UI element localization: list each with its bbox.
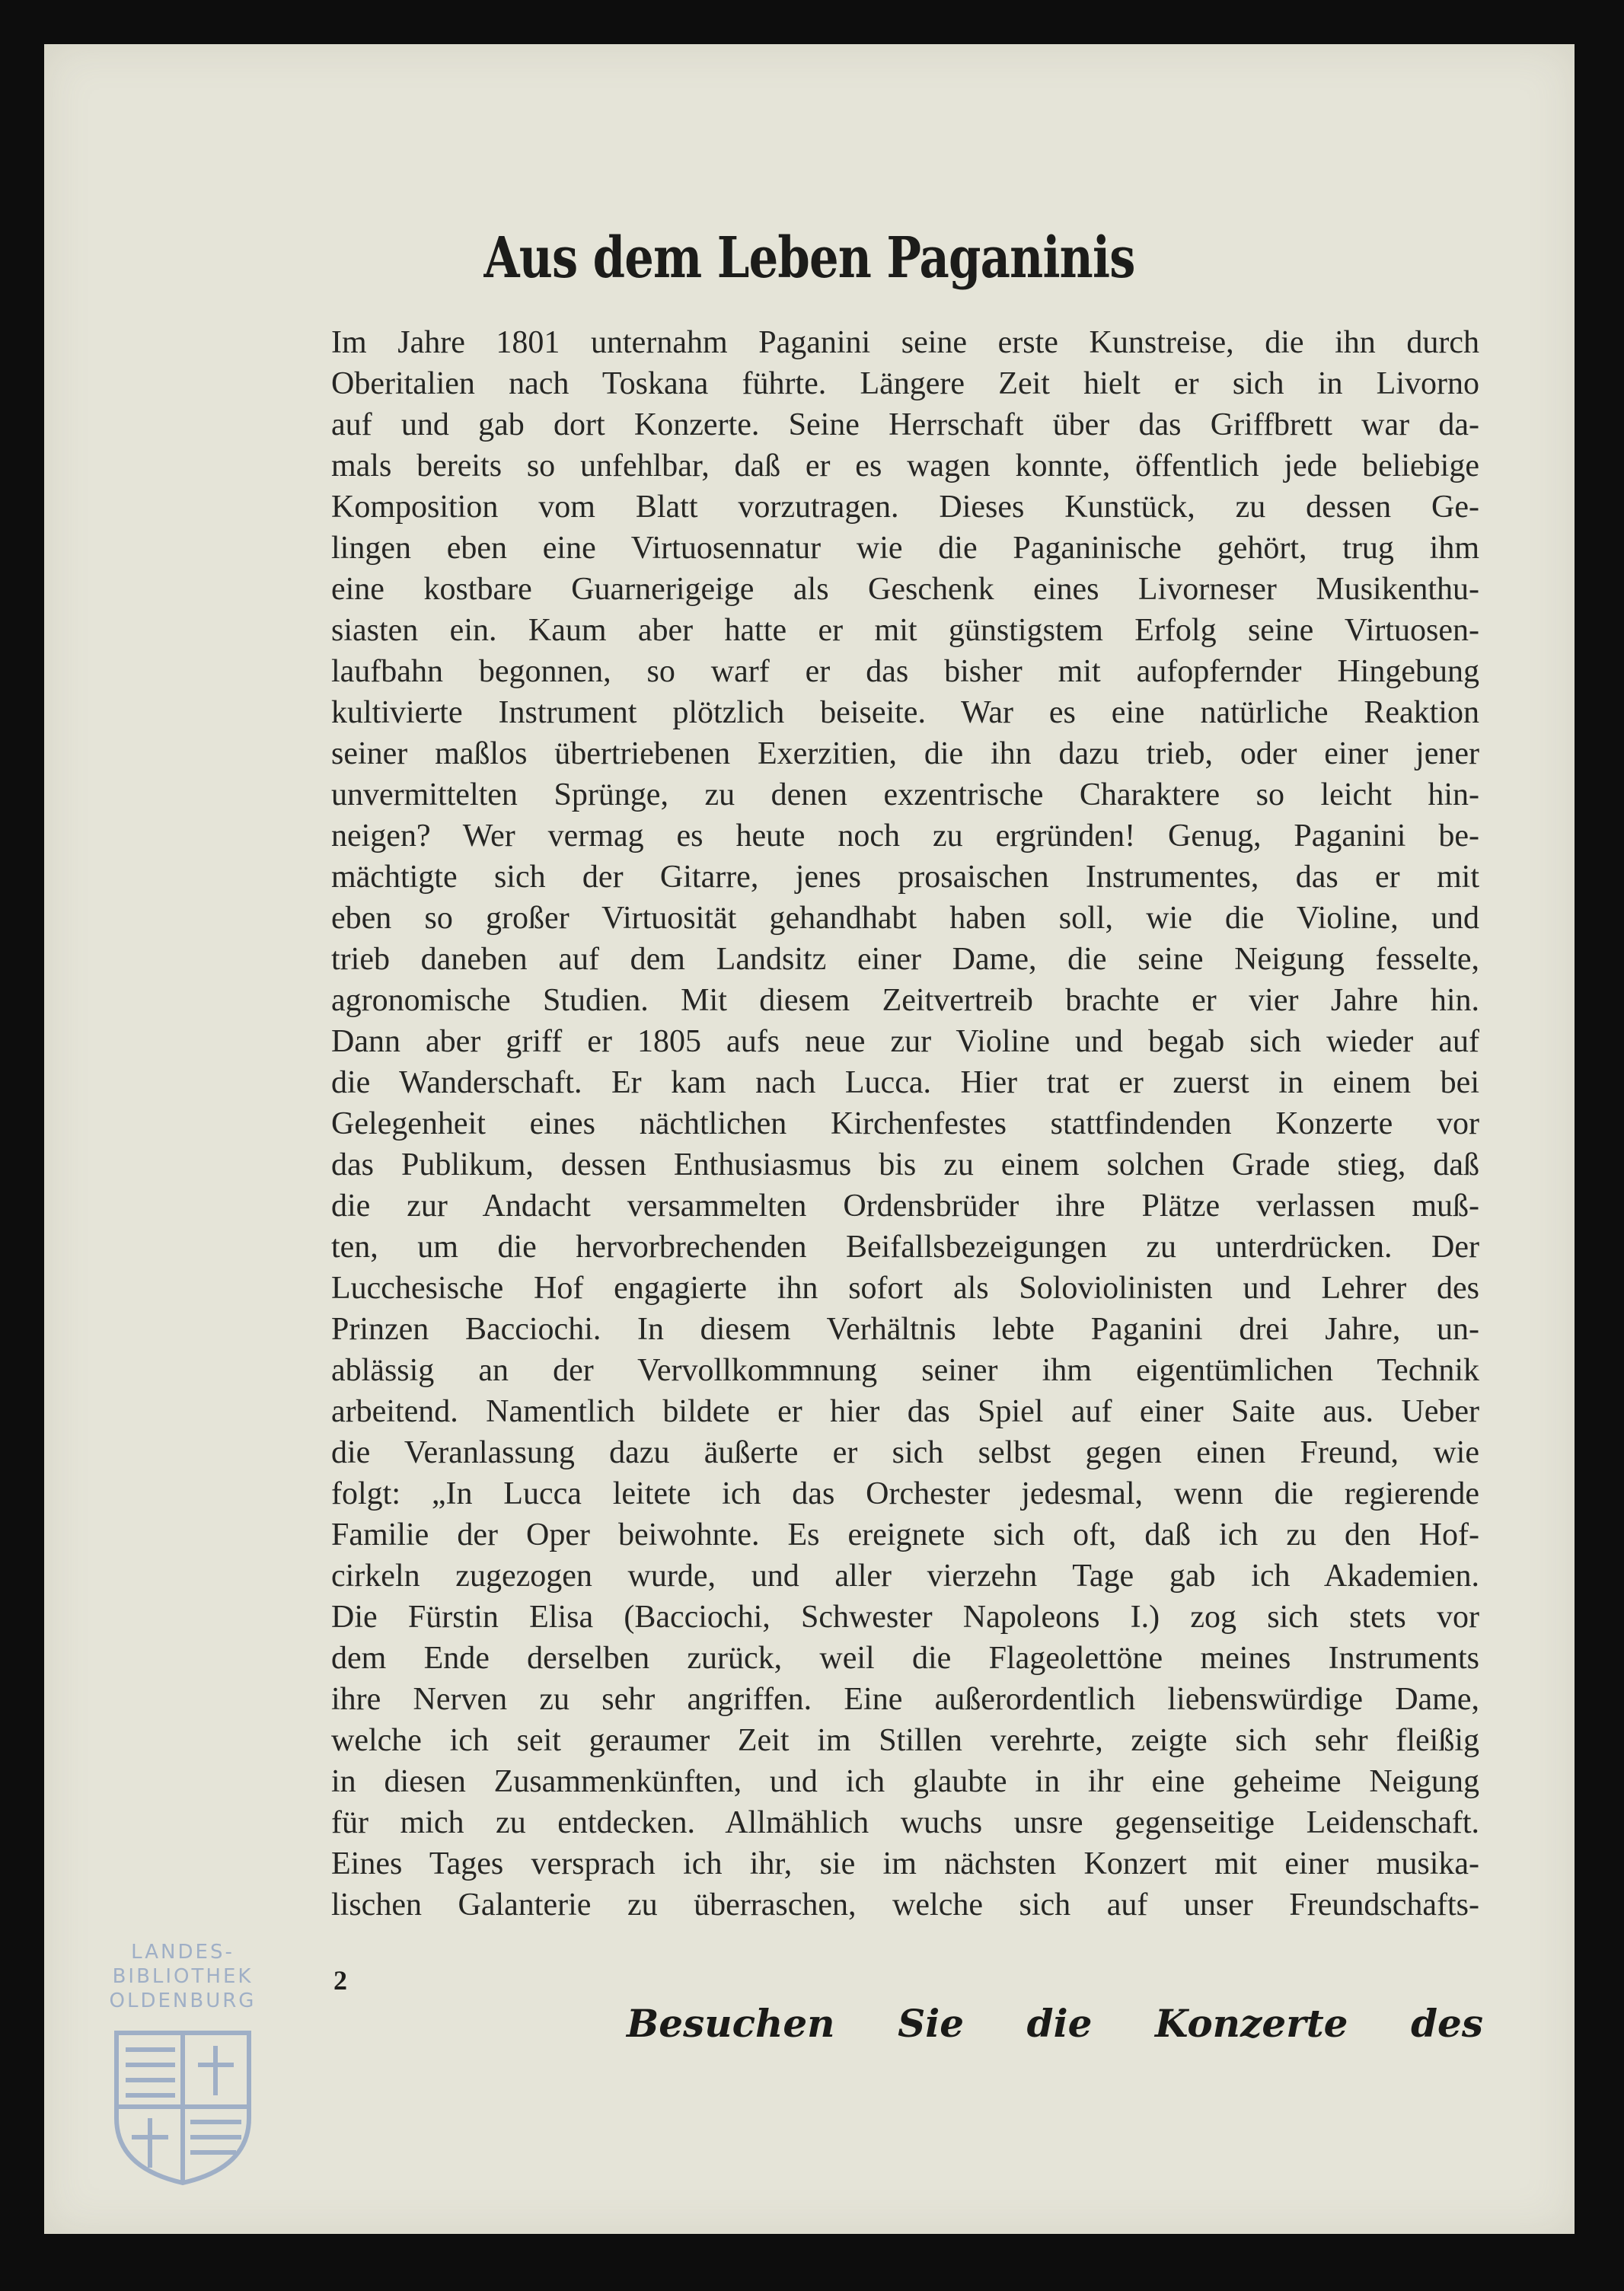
text-line: neigen? Wer vermag es heute noch zu ergründen! Genug, Paganini be-: [331, 818, 1479, 854]
text-line: die Wanderschaft. Er kam nach Lucca. Hier trat er zuerst in einem bei: [331, 1065, 1479, 1100]
text-line: ihre Nerven zu sehr angriffen. Eine außerordentlich liebenswürdige Dame,: [331, 1682, 1479, 1717]
text-line: arbeitend. Namentlich bildete er hier das Spiel auf einer Saite aus. Ueber: [331, 1394, 1479, 1429]
text-line: siasten ein. Kaum aber hatte er mit günstigstem Erfolg seine Virtuosen-: [331, 613, 1479, 648]
text-line: Eines Tages versprach ich ihr, sie im nächsten Konzert mit einer musika-: [331, 1846, 1479, 1881]
text-line: mals bereits so unfehlbar, daß er es wagen konnte, öffentlich jede beliebige: [331, 448, 1479, 483]
text-line: Gelegenheit eines nächtlichen Kirchenfestes stattfindenden Konzerte vor: [331, 1106, 1479, 1141]
stamp-line-1: LANDES-: [131, 1941, 235, 1964]
text-line: lischen Galanterie zu überraschen, welche sich auf unser Freundschafts-: [331, 1887, 1479, 1922]
text-line: Im Jahre 1801 unternahm Paganini seine erste Kunstreise, die ihn durch: [331, 325, 1479, 360]
text-line: in diesen Zusammenkünften, und ich glaubte in ihr eine geheime Neigung: [331, 1764, 1479, 1799]
footer-advertisement: Besuchen Sie die Konzerte des: [627, 2001, 1483, 2046]
text-line: Dann aber griff er 1805 aufs neue zur Violine und begab sich wieder auf: [331, 1024, 1479, 1059]
text-line: mächtigte sich der Gitarre, jenes prosaischen Instrumentes, das er mit: [331, 860, 1479, 895]
text-line: die zur Andacht versammelten Ordensbrüder ihre Plätze verlassen muß-: [331, 1189, 1479, 1224]
text-line: das Publikum, dessen Enthusiasmus bis zu einem solchen Grade stieg, daß: [331, 1147, 1479, 1182]
text-line: lingen eben eine Virtuosennatur wie die Paganinische gehört, trug ihm: [331, 531, 1479, 566]
text-line: auf und gab dort Konzerte. Seine Herrschaft über das Griffbrett war da-: [331, 407, 1479, 442]
text-line: agronomische Studien. Mit diesem Zeitvertreib brachte er vier Jahre hin.: [331, 983, 1479, 1018]
article-body: [331, 322, 1479, 1926]
text-line: Oberitalien nach Toskana führte. Längere Zeit hielt er sich in Livorno: [331, 366, 1479, 401]
library-stamp: [107, 1940, 259, 2187]
text-line: unvermittelten Sprünge, zu denen exzentrische Charaktere so leicht hin-: [331, 777, 1479, 812]
text-line: seiner maßlos übertriebenen Exerzitien, die ihn dazu trieb, oder einer jener: [331, 736, 1479, 771]
stamp-line-2: BIBLIOTHEK: [112, 1965, 254, 1988]
text-line: kultivierte Instrument plötzlich beiseite. War es eine natürliche Reaktion: [331, 695, 1479, 730]
stamp-line-3: OLDENBURG: [109, 1989, 257, 2012]
text-line: Prinzen Bacciochi. In diesem Verhältnis lebte Paganini drei Jahre, un-: [331, 1312, 1479, 1347]
text-line: folgt: „In Lucca leitete ich das Orchester jedesmal, wenn die regierende: [331, 1476, 1479, 1511]
text-line: die Veranlassung dazu äußerte er sich selbst gegen einen Freund, wie: [331, 1435, 1479, 1470]
text-line: ten, um die hervorbrechenden Beifallsbezeigungen zu unterdrücken. Der: [331, 1230, 1479, 1265]
text-line: dem Ende derselben zurück, weil die Flageolettöne meines Instruments: [331, 1641, 1479, 1676]
document-page: [44, 44, 1575, 2234]
text-line: eine kostbare Guarnerigeige als Geschenk eines Livorneser Musikenthu-: [331, 572, 1479, 607]
text-line: Die Fürstin Elisa (Bacciochi, Schwester Napoleons I.) zog sich stets vor: [331, 1600, 1479, 1635]
text-line: eben so großer Virtuosität gehandhabt haben soll, wie die Violine, und: [331, 901, 1479, 936]
text-line: Familie der Oper beiwohnte. Es ereignete sich oft, daß ich zu den Hof-: [331, 1517, 1479, 1552]
page-number: 2: [333, 1965, 347, 1996]
text-line: welche ich seit geraumer Zeit im Stillen verehrte, zeigte sich sehr fleißig: [331, 1723, 1479, 1758]
page-title: Aus dem Leben Paganinis: [483, 225, 1135, 291]
coat-of-arms-icon: [110, 2027, 255, 2187]
text-line: trieb daneben auf dem Landsitz einer Dame, die seine Neigung fesselte,: [331, 942, 1479, 977]
text-line: Lucchesische Hof engagierte ihn sofort als Soloviolinisten und Lehrer des: [331, 1271, 1479, 1306]
text-line: laufbahn begonnen, so warf er das bisher mit aufopfernder Hingebung: [331, 654, 1479, 689]
text-line: für mich zu entdecken. Allmählich wuchs unsre gegenseitige Leidenschaft.: [331, 1805, 1479, 1840]
text-line: ablässig an der Vervollkommnung seiner ihm eigentümlichen Technik: [331, 1353, 1479, 1388]
text-line: cirkeln zugezogen wurde, und aller vierzehn Tage gab ich Akademien.: [331, 1559, 1479, 1594]
text-line: Komposition vom Blatt vorzutragen. Dieses Kunstück, zu dessen Ge-: [331, 490, 1479, 525]
